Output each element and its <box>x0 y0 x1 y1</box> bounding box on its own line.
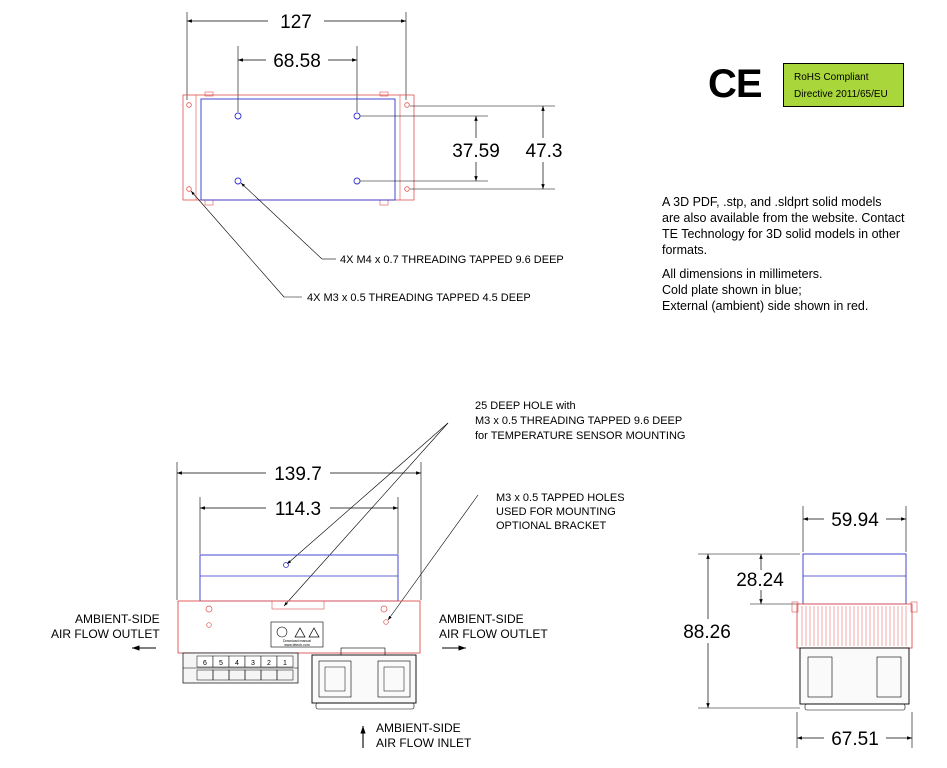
m3-callout: 4X M3 x 0.5 THREADING TAPPED 4.5 DEEP <box>307 292 531 304</box>
front-cold-plate <box>200 555 398 601</box>
sensor-callout-2: M3 x 0.5 THREADING TAPPED 9.6 DEEP <box>475 415 683 427</box>
rohs-line-1: RoHS Compliant <box>794 72 869 83</box>
sensor-callout-1: 25 DEEP HOLE with <box>475 400 576 412</box>
rohs-badge <box>783 63 904 107</box>
top-cold-plate <box>201 99 395 200</box>
dim-139-7: 139.7 <box>274 464 322 485</box>
info-models: A 3D PDF, .stp, and .sldprt solid models are also available from the website. Contact TE Technology for 3D solid models in other formats. <box>662 195 905 257</box>
terminal-label: 4 <box>235 660 239 667</box>
dim-67-51: 67.51 <box>831 729 879 750</box>
terminal-label: 5 <box>219 660 223 667</box>
bracket-callout-3: OPTIONAL BRACKET <box>496 520 607 532</box>
m4-hole <box>354 113 360 119</box>
terminal-block <box>183 653 298 683</box>
dim-88-26: 88.26 <box>683 622 731 643</box>
m3-hole <box>405 103 410 108</box>
side-fan <box>800 648 909 704</box>
dim-114-3: 114.3 <box>274 499 322 520</box>
dim-47-3: 47.3 <box>525 141 563 162</box>
sensor-callout-3: for TEMPERATURE SENSOR MOUNTING <box>475 430 686 442</box>
m4-hole <box>235 113 241 119</box>
fan <box>312 648 416 709</box>
side-cold-plate <box>803 554 906 604</box>
top-view <box>183 9 569 304</box>
bracket-callout-1: M3 x 0.5 TAPPED HOLES <box>496 492 625 504</box>
dim-37-59: 37.59 <box>452 141 500 162</box>
flow-inlet-2: AIR FLOW INLET <box>376 736 472 750</box>
terminal-label: 6 <box>203 660 207 667</box>
heat-sink-fins <box>802 606 906 646</box>
bracket-callout-2: USED FOR MOUNTING <box>496 506 616 518</box>
side-view <box>676 506 917 750</box>
flow-outlet-left-1: AMBIENT-SIDE <box>75 612 160 626</box>
info-units: All dimensions in millimeters. Cold plate shown in blue; External (ambient) side shown in red. <box>662 267 869 313</box>
top-ambient-outline <box>183 95 414 200</box>
m3-hole <box>405 187 410 192</box>
terminal-label: 1 <box>283 660 287 667</box>
terminal-label: 3 <box>251 660 255 667</box>
flow-outlet-left-2: AIR FLOW OUTLET <box>51 627 160 641</box>
m3-hole <box>187 103 192 108</box>
m4-callout: 4X M4 x 0.7 THREADING TAPPED 9.6 DEEP <box>340 254 564 266</box>
m4-hole <box>354 178 360 184</box>
dim-59-94: 59.94 <box>831 510 879 531</box>
dim-127: 127 <box>280 12 312 33</box>
dim-68-58: 68.58 <box>273 51 321 72</box>
terminal-label: 2 <box>267 660 271 667</box>
svg-text:Download manual: Download manual <box>282 639 312 643</box>
flow-inlet-1: AMBIENT-SIDE <box>376 721 461 735</box>
front-view <box>51 400 685 750</box>
dim-28-24: 28.24 <box>736 570 784 591</box>
svg-text:www.tetech.com: www.tetech.com <box>284 643 310 647</box>
rohs-line-2: Directive 2011/65/EU <box>794 89 888 100</box>
m3-hole <box>187 187 192 192</box>
ce-mark: CE <box>708 62 762 106</box>
flow-outlet-right-2: AIR FLOW OUTLET <box>439 627 548 641</box>
flow-outlet-right-1: AMBIENT-SIDE <box>439 612 524 626</box>
m4-hole <box>235 178 241 184</box>
